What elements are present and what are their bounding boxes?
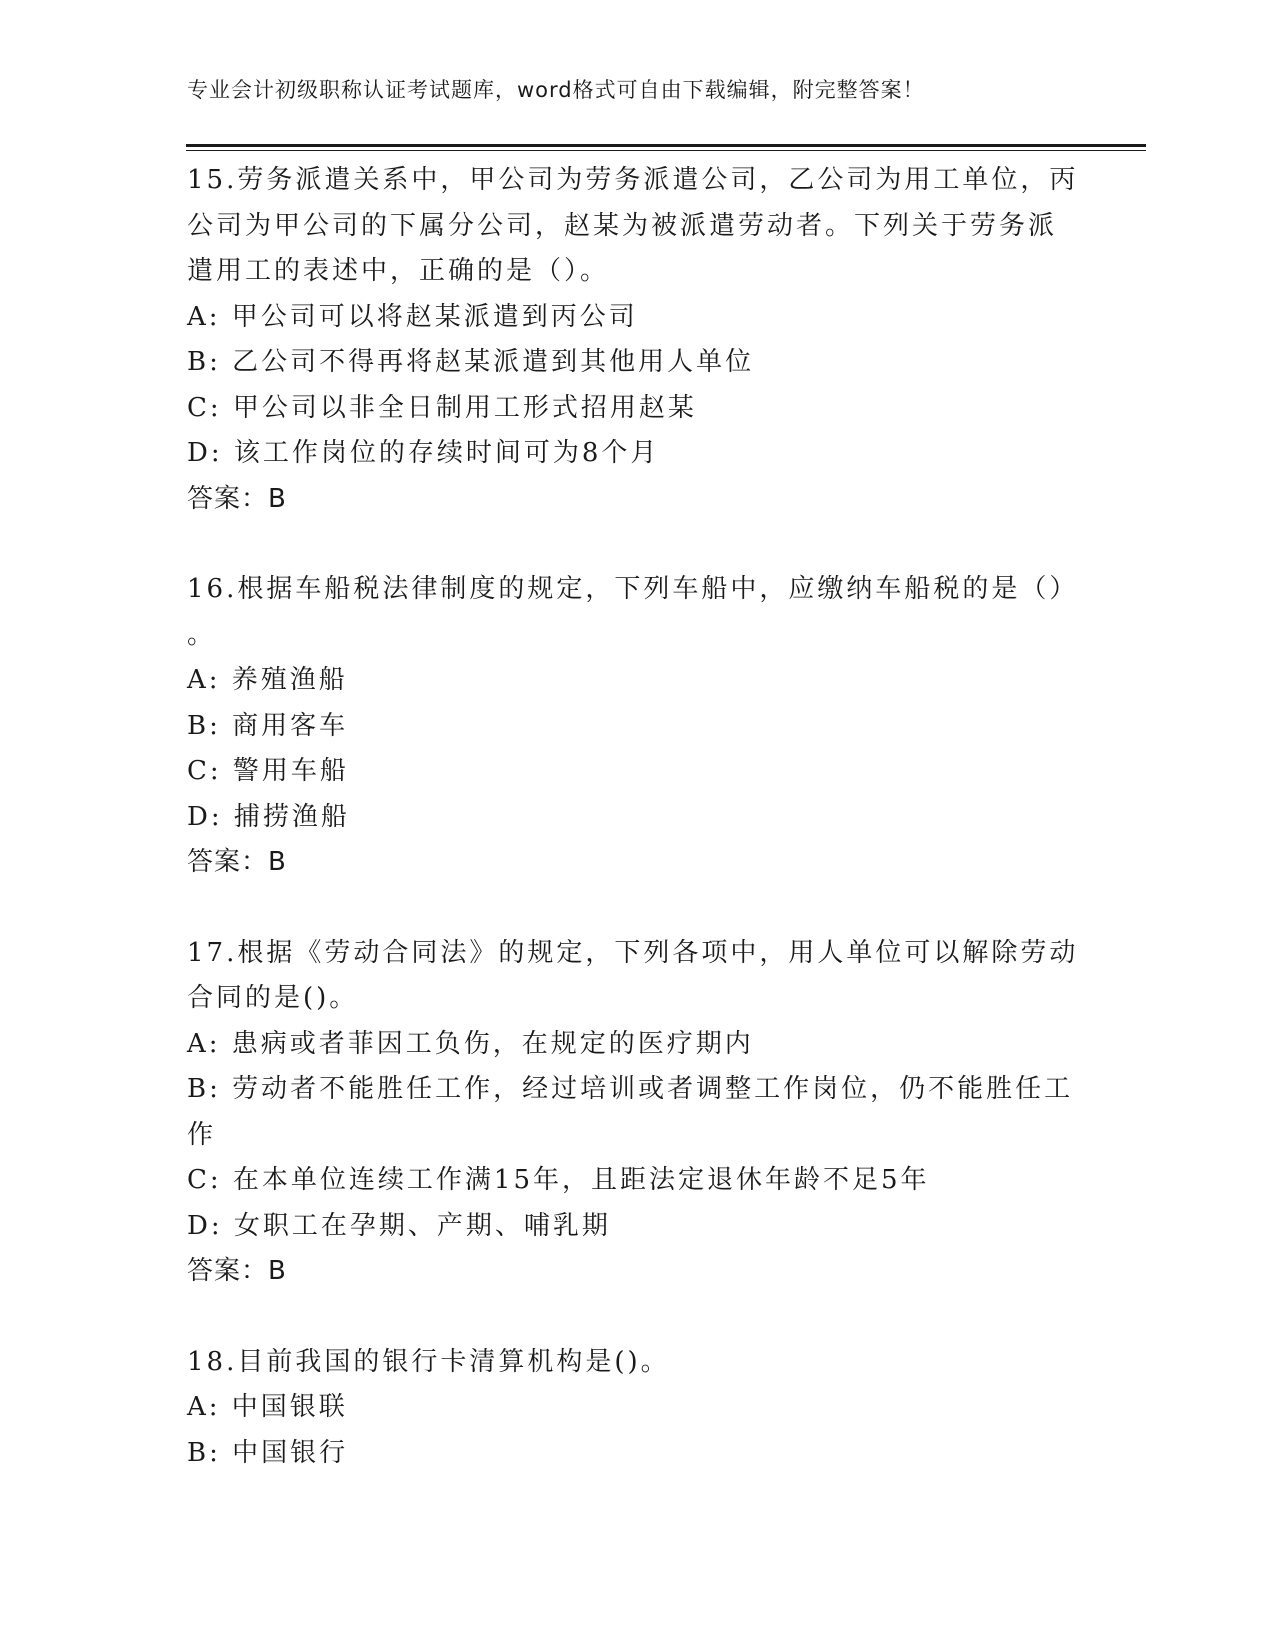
question-15 (187, 158, 1079, 522)
answer-label: 答案：B (187, 483, 287, 514)
option-d: D: 该工作岗位的存续时间可为8个月 (187, 438, 660, 468)
question-17 (187, 931, 1079, 1295)
question-stem-line: 合同的是()。 (187, 983, 359, 1013)
page-header: 专业会计初级职称认证考试题库，word格式可自由下载编辑，附完整答案！ (187, 78, 925, 102)
option-b: B: 中国银行 (187, 1437, 349, 1468)
header-divider-thick (186, 144, 1146, 147)
question-stem-line: 17.根据《劳动合同法》的规定，下列各项中，用人单位可以解除劳动 (187, 937, 1079, 968)
question-stem-line: 遣用工的表述中，正确的是（）。 (187, 256, 610, 286)
option-a: A: 患病或者菲因工负伤，在规定的医疗期内 (187, 1028, 754, 1059)
question-stem-line: 16.根据车船税法律制度的规定，下列车船中，应缴纳车船税的是（） (187, 574, 1079, 604)
question-stem-line: 18.目前我国的银行卡清算机构是()。 (187, 1346, 670, 1377)
option-c: C: 甲公司以非全日制用工形式招用赵某 (187, 392, 697, 423)
question-list (187, 158, 1079, 1521)
option-b: B: 劳动者不能胜任工作，经过培训或者调整工作岗位，仍不能胜任工 (187, 1074, 1074, 1104)
option-b-continued: 作 (187, 1119, 217, 1150)
answer-label: 答案：B (187, 847, 287, 877)
answer-label: 答案：B (187, 1256, 287, 1286)
option-a: A: 甲公司可以将赵某派遣到丙公司 (187, 301, 638, 332)
option-c: C: 警用车船 (187, 756, 349, 786)
option-c: C: 在本单位连续工作满15年，且距法定退休年龄不足5年 (187, 1165, 930, 1195)
option-a: A: 中国银联 (187, 1392, 348, 1422)
option-d: D: 女职工在孕期、产期、哺乳期 (187, 1210, 611, 1241)
header-divider-thin (186, 150, 1146, 151)
question-18 (187, 1340, 1067, 1477)
question-stem-line: 。 (187, 619, 217, 650)
question-stem-line: 公司为甲公司的下属分公司，赵某为被派遣劳动者。下列关于劳务派 (187, 210, 1058, 241)
question-16 (187, 567, 1079, 886)
option-b: B: 商用客车 (187, 710, 349, 741)
option-a: A: 养殖渔船 (187, 665, 348, 695)
option-b: B: 乙公司不得再将赵某派遣到其他用人单位 (187, 347, 755, 377)
option-d: D: 捕捞渔船 (187, 801, 350, 832)
question-stem-line: 15.劳务派遣关系中，甲公司为劳务派遣公司，乙公司为用工单位，丙 (187, 165, 1079, 195)
